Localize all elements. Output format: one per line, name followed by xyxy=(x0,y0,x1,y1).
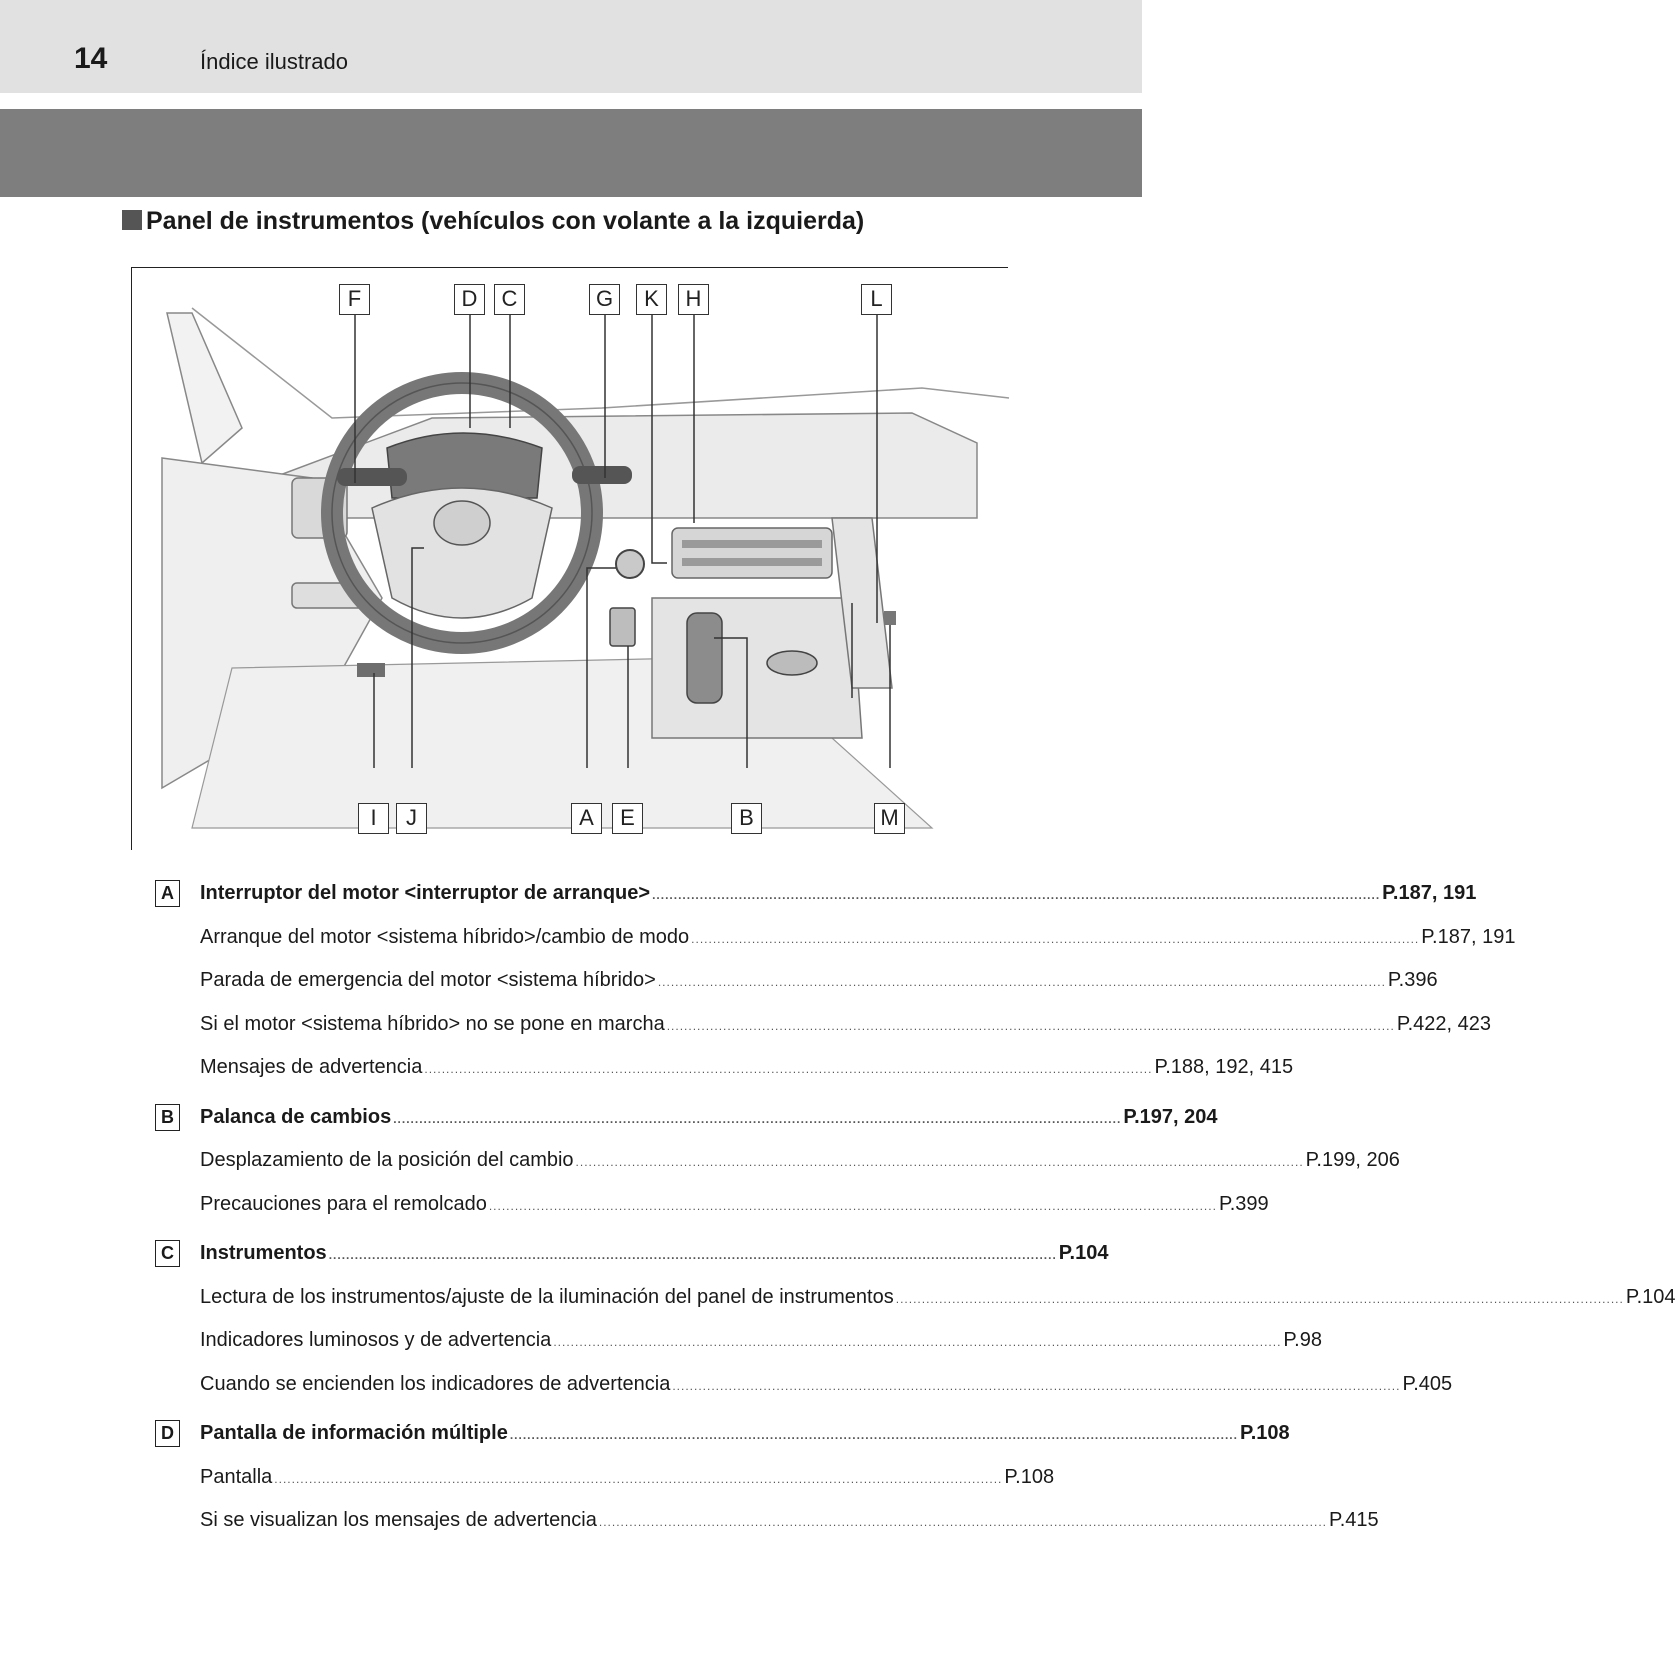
page-ref: P.399 xyxy=(1218,1192,1269,1215)
index-label: Indicadores luminosos y de advertencia xyxy=(200,1329,552,1351)
callout-l: L xyxy=(861,284,892,315)
index-label: Pantalla xyxy=(200,1465,273,1488)
index-label: Instrumentos xyxy=(200,1242,327,1264)
index-main-row[interactable]: Interruptor del motor <interruptor de arranque> ........................................................................................................................................................................ P.187, 191 xyxy=(200,872,980,916)
header-title: Índice ilustrado xyxy=(200,49,348,74)
index-letter: A xyxy=(155,880,180,907)
index-label: Si el motor <sistema híbrido> no se pone en marcha xyxy=(200,1012,665,1035)
page-ref: P.187, 191 xyxy=(1421,925,1516,948)
section-band xyxy=(0,109,1142,197)
page-ref: P.415 xyxy=(1328,1509,1379,1531)
page-ref: P.422, 423 xyxy=(1396,1012,1491,1035)
page-ref: P.396 xyxy=(1387,969,1438,991)
index-group-b xyxy=(155,1096,1400,1227)
index-label: Parada de emergencia del motor <sistema híbrido> xyxy=(200,969,656,991)
index-sub-row[interactable]: Cuando se encienden los indicadores de advertencia ........................................................................................................................................................................ P.405 xyxy=(200,1363,980,1407)
index-letter: D xyxy=(155,1420,180,1447)
square-bullet-icon xyxy=(122,210,142,230)
page-ref: P.197, 204 xyxy=(1123,1105,1218,1128)
index-main-row[interactable]: Instrumentos ........................................................................................................................................................................ P.104 xyxy=(200,1232,980,1276)
dashboard-drawing xyxy=(132,268,1009,851)
index-sub-row[interactable]: Indicadores luminosos y de advertencia ........................................................................................................................................................................ P.98 xyxy=(200,1319,980,1363)
index-label: Precauciones para el remolcado xyxy=(200,1192,487,1215)
section-title xyxy=(122,204,864,238)
index-label: Mensajes de advertencia xyxy=(200,1056,423,1078)
index-label: Arranque del motor <sistema híbrido>/cambio de modo xyxy=(200,925,690,948)
page-ref: P.405 xyxy=(1402,1372,1453,1395)
index-group-a xyxy=(155,872,1516,1090)
callout-f: F xyxy=(339,284,370,315)
index-list xyxy=(155,872,1676,1543)
index-letter: C xyxy=(155,1240,180,1267)
page-ref: P.108 xyxy=(1239,1422,1290,1444)
index-main-row[interactable]: Palanca de cambios ........................................................................................................................................................................ P.197, 204 xyxy=(200,1096,980,1140)
callout-b: B xyxy=(731,803,762,834)
index-label: Cuando se encienden los indicadores de advertencia xyxy=(200,1372,671,1395)
dashboard-illustration xyxy=(131,267,1008,850)
index-label: Si se visualizan los mensajes de advertencia xyxy=(200,1509,597,1531)
page-ref: P.199, 206 xyxy=(1305,1149,1400,1171)
callout-m: M xyxy=(874,803,905,834)
index-sub-row[interactable]: Pantalla ........................................................................................................................................................................ P.108 xyxy=(200,1456,980,1500)
index-sub-row[interactable]: Desplazamiento de la posición del cambio ........................................................................................................................................................................ P.199, 206 xyxy=(200,1139,980,1183)
index-sub-row[interactable]: Arranque del motor <sistema híbrido>/cambio de modo ........................................................................................................................................................................ P.187, 191 xyxy=(200,916,980,960)
index-group-c xyxy=(155,1232,1676,1406)
page-ref: P.188, 192, 415 xyxy=(1154,1056,1294,1078)
page-ref: P.98 xyxy=(1283,1329,1322,1351)
index-group-d xyxy=(155,1412,1379,1543)
callout-g: G xyxy=(589,284,620,315)
index-label: Pantalla de información múltiple xyxy=(200,1422,508,1444)
page-header xyxy=(0,0,1142,93)
index-sub-row[interactable]: Lectura de los instrumentos/ajuste de la iluminación del panel de instrumentos ........................................................................................................................................................................ P.104 xyxy=(200,1276,980,1320)
callout-e: E xyxy=(612,803,643,834)
callout-j: J xyxy=(396,803,427,834)
index-sub-row[interactable]: Mensajes de advertencia ........................................................................................................................................................................ P.188, 192, 415 xyxy=(200,1046,980,1090)
callout-a: A xyxy=(571,803,602,834)
callout-d: D xyxy=(454,284,485,315)
callout-c: C xyxy=(494,284,525,315)
index-sub-row[interactable]: Precauciones para el remolcado ........................................................................................................................................................................ P.399 xyxy=(200,1183,980,1227)
section-title-text: Panel de instrumentos (vehículos con volante a la izquierda) xyxy=(146,207,865,235)
index-label: Desplazamiento de la posición del cambio xyxy=(200,1149,574,1171)
index-letter: B xyxy=(155,1104,180,1131)
index-sub-row[interactable]: Si el motor <sistema híbrido> no se pone en marcha ........................................................................................................................................................................ P.422, 423 xyxy=(200,1003,980,1047)
page-ref: P.187, 191 xyxy=(1382,882,1477,904)
page-ref: P.108 xyxy=(1004,1465,1055,1488)
page-ref: P.104 xyxy=(1625,1285,1676,1308)
index-main-row[interactable]: Pantalla de información múltiple ........................................................................................................................................................................ P.108 xyxy=(200,1412,980,1456)
callout-k: K xyxy=(636,284,667,315)
index-label: Palanca de cambios xyxy=(200,1105,392,1128)
index-label: Interruptor del motor <interruptor de arranque> xyxy=(200,882,651,904)
callout-h: H xyxy=(678,284,709,315)
page-ref: P.104 xyxy=(1058,1242,1109,1264)
callout-i: I xyxy=(358,803,389,834)
index-sub-row[interactable]: Si se visualizan los mensajes de advertencia ........................................................................................................................................................................ P.415 xyxy=(200,1499,980,1543)
page-number: 14 xyxy=(74,42,108,75)
index-label: Lectura de los instrumentos/ajuste de la iluminación del panel de instrumentos xyxy=(200,1285,894,1308)
index-sub-row[interactable]: Parada de emergencia del motor <sistema híbrido> ........................................................................................................................................................................ P.396 xyxy=(200,959,980,1003)
